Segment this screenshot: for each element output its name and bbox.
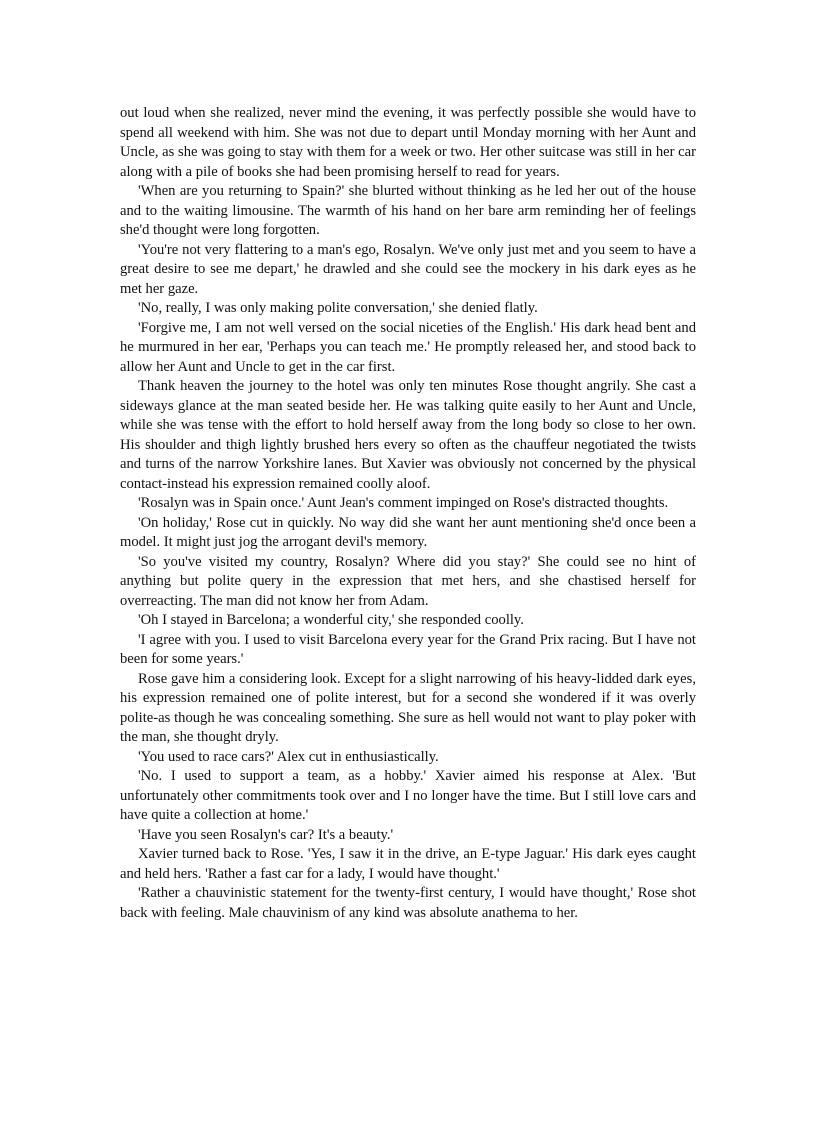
paragraph: 'I agree with you. I used to visit Barcelona every year for the Grand Prix racing. But I have not been for some years.' (120, 631, 696, 667)
paragraph: 'Rosalyn was in Spain once.' Aunt Jean's comment impinged on Rose's distracted thoughts. (138, 495, 669, 511)
paragraph: Thank heaven the journey to the hotel was only ten minutes Rose thought angrily. She cast a sideways glance at the man seated beside her. He was talking quite easily to her Aunt and Uncle, while she was tense with the effort to hold herself away from the long body so close to her own. His shoulder and thigh lightly brushed hers every so often as the chauffeur negotiated the twists and turns of the narrow Yorkshire lanes. But Xavier was obviously not concerned by the physical contact-instead his expression remained coolly aloof. (120, 378, 696, 492)
paragraph: 'Forgive me, I am not well versed on the social niceties of the English.' His dark head bent and he murmured in her ear, 'Perhaps you can teach me.' He promptly released her, and stood back to allow her Aunt and Uncle to get in the car first. (120, 319, 696, 375)
paragraph: 'You used to race cars?' Alex cut in enthusiastically. (138, 748, 439, 765)
paragraph: 'Rather a chauvinistic statement for the twenty-first century, I would have thought,' Rose shot back with feeling. Male chauvinism of any kind was absolute anathema to her. (120, 885, 696, 921)
paragraph: Rose gave him a considering look. Except for a slight narrowing of his heavy-lidded dark eyes, his expression remained one of polite interest, but for a second she wondered if it was overly polite-as though he was concealing something. She sure as hell would not want to play poker with the man, she thought dryly. (120, 670, 696, 745)
paragraph: 'No. I used to support a team, as a hobby.' Xavier aimed his response at Alex. 'But unfortunately other commitments took over and I no longer have the time. But I still love cars and have quite a collection at home.' (120, 768, 696, 823)
paragraph: 'On holiday,' Rose cut in quickly. No way did she want her aunt mentioning she'd once been a model. It might just jog the arrogant devil's memory. (120, 514, 696, 550)
paragraph: 'No, really, I was only making polite conversation,' she denied flatly. (138, 300, 538, 316)
paragraph: out loud when she realized, never mind the evening, it was perfectly possible she would have to spend all weekend with him. She was not due to depart until Monday morning with her Aunt and Uncle, as she was going to stay with them for a week or two. Her other suitcase was still in her car along with a pile of books she had been promising herself to read for years. (120, 105, 696, 180)
document-page (120, 104, 696, 923)
paragraph: 'You're not very flattering to a man's ego, Rosalyn. We've only just met and you seem to have a great desire to see me depart,' he drawled and she could see the mockery in his dark eyes as he met her gaze. (120, 241, 696, 297)
paragraph: 'When are you returning to Spain?' she blurted without thinking as he led her out of the house and to the waiting limousine. The warmth of his hand on her bare arm reminding her of feelings she'd thought were long forgotten. (120, 183, 696, 238)
paragraph: 'So you've visited my country, Rosalyn? Where did you stay?' She could see no hint of anything but polite query in the expression that met hers, and she chastised herself for overreacting. The man did not know her from Adam. (120, 553, 696, 609)
paragraph: 'Oh I stayed in Barcelona; a wonderful city,' she responded coolly. (138, 612, 524, 628)
paragraph: Xavier turned back to Rose. 'Yes, I saw it in the drive, an E-type Jaguar.' His dark eyes caught and held hers. 'Rather a fast car for a lady, I would have thought.' (120, 846, 696, 882)
paragraph: 'Have you seen Rosalyn's car? It's a beauty.' (138, 826, 394, 843)
